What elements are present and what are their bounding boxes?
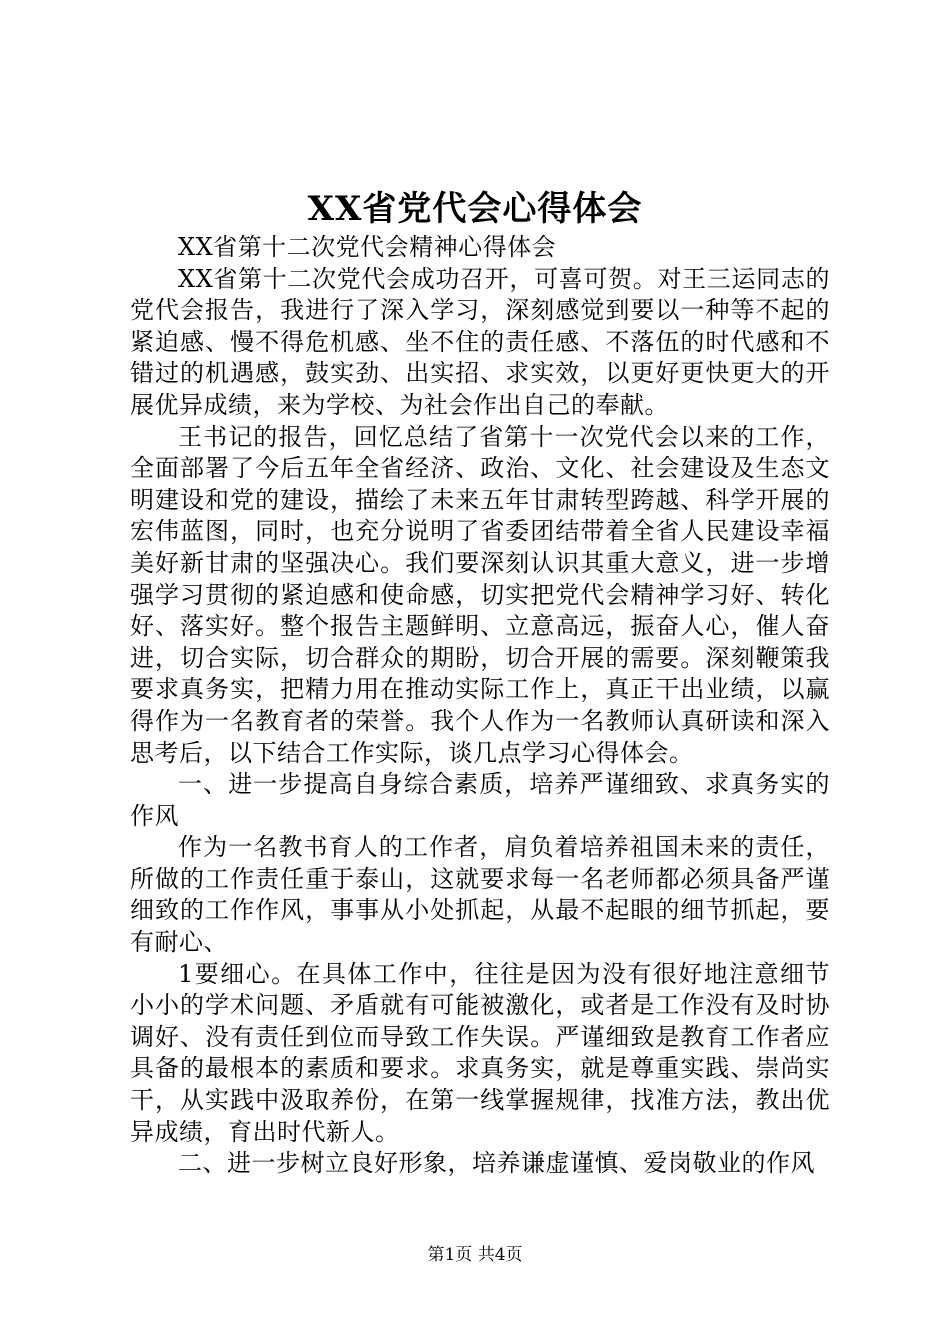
page-title: XX省党代会心得体会 (307, 189, 643, 229)
subtitle-paragraph: XX省第十二次党代会精神心得体会 (178, 233, 557, 261)
body-paragraph: 1要细心。在具体工作中，往往是因为没有很好地注意细节小小的学术问题、矛盾就有可能被激化，或者是工作没有及时协调好、没有责任到位而导致工作失误。严谨细致是教育工作者应具备的最根本的素质和要求。求真务实，就是尊重实践、崇尚实干，从实践中汲取养份，在第一线掌握规律，找准方法，教出优异成绩，育出时代新人。 (130, 959, 830, 1146)
body-paragraph: XX省第十二次党代会成功召开，可喜可贺。对王三运同志的党代会报告，我进行了深入学习，深刻感觉到要以一种等不起的紧迫感、慢不得危机感、坐不住的责任感、不落伍的时代感和不错过的机遇感，鼓实劲、出实招、求实效，以更好更快更大的开展优异成绩，来为学校、为社会作出自己的奉献。 (130, 264, 830, 419)
section-heading: 二、进一步树立良好形象，培养谦虚谨慎、爱岗敬业的作风 (178, 1149, 815, 1178)
section-heading: 一、进一步提高自身综合素质，培养严谨细致、求真务实的作风 (130, 770, 830, 830)
document-body (130, 232, 830, 1180)
body-paragraph: 王书记的报告，回忆总结了省第十一次党代会以来的工作，全面部署了今后五年全省经济、政治、文化、社会建设及生态文明建设和党的建设，描绘了未来五年甘肃转型跨越、科学开展的宏伟蓝图，同时，也充分说明了省委团结带着全省人民建设幸福美好新甘肃的坚强决心。我们要深刻认识其重大意义，进一步增强学习贯彻的紧迫感和使命感，切实把党代会精神学习好、转化好、落实好。整个报告主题鲜明、立意高远，振奋人心，催人奋进，切合实际，切合群众的期盼，切合开展的需要。深刻鞭策我要求真务实，把精力用在推动实际工作上，真正干出业绩，以赢得作为一名教育者的荣誉。我个人作为一名教师认真研读和深入思考后，以下结合工作实际，谈几点学习心得体会。 (130, 422, 830, 767)
page-footer: 第1页 共4页 (427, 1245, 523, 1265)
body-paragraph: 作为一名教书育人的工作者，肩负着培养祖国未来的责任，所做的工作责任重于泰山，这就要求每一名老师都必须具备严谨细致的工作作风，事事从小处抓起，从最不起眼的细节抓起，要有耐心、 (130, 833, 830, 957)
